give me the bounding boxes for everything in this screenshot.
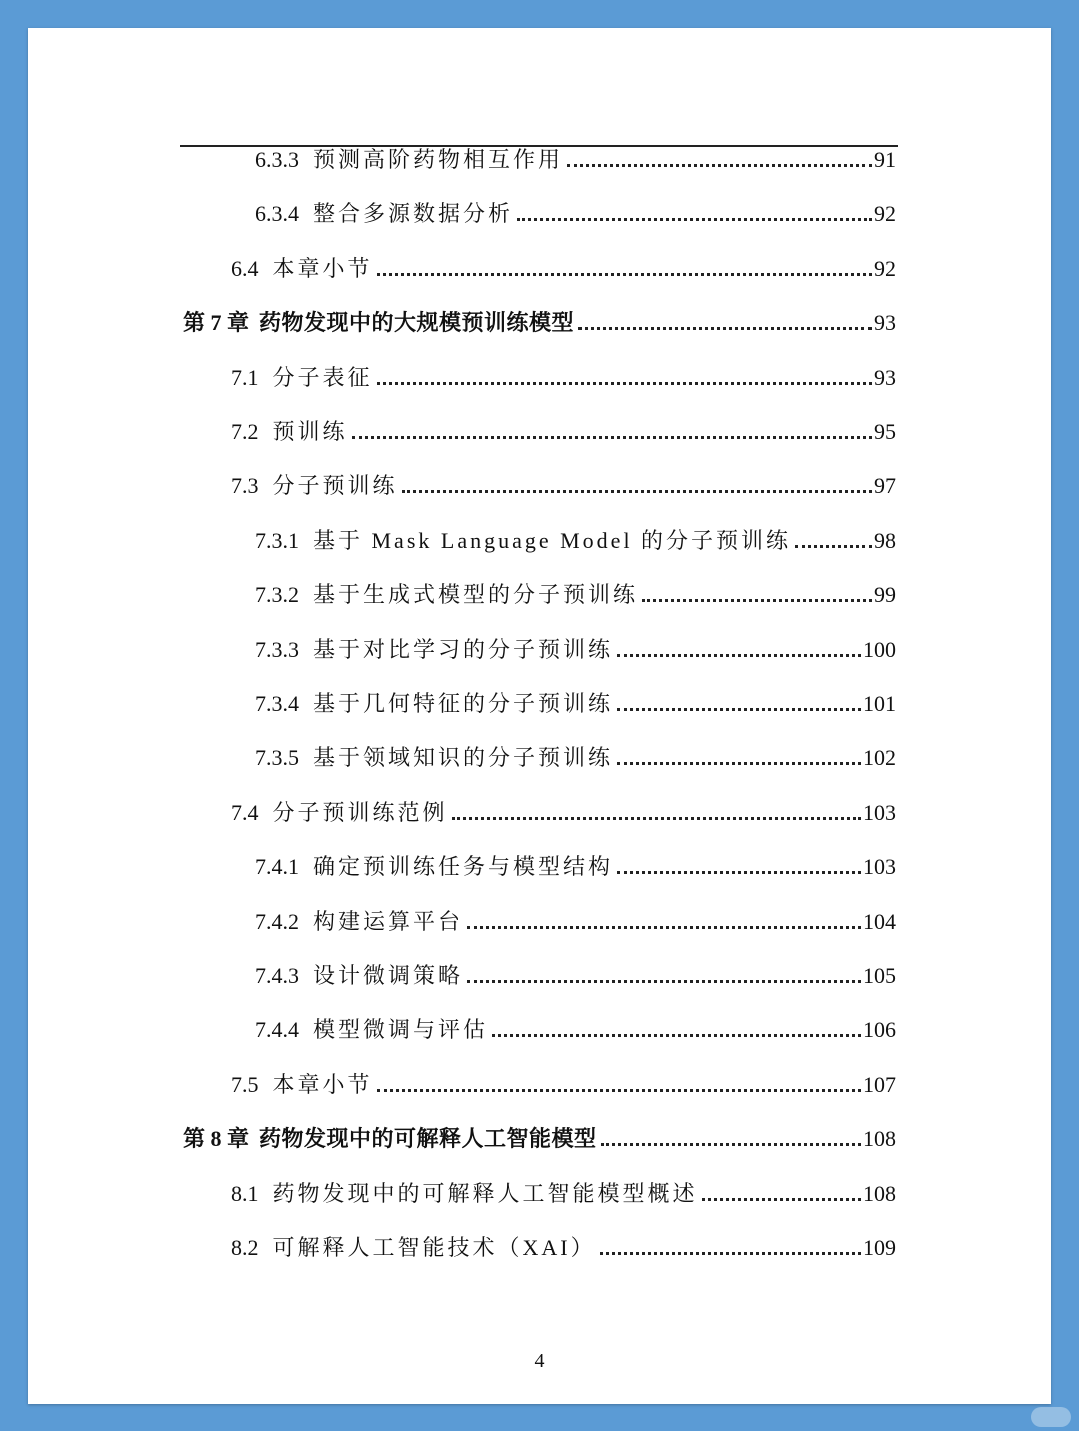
toc-entry-page: 93 <box>874 310 896 336</box>
toc-entry-title: 分子预训练 <box>272 473 398 499</box>
toc-entry-page: 91 <box>874 147 896 172</box>
toc-entry <box>255 525 896 557</box>
toc-entry-number: 第 8 章 <box>183 1126 250 1152</box>
toc-entry-number: 7.3.3 <box>255 636 299 662</box>
toc-entry <box>255 198 896 230</box>
toc-entry-page: 95 <box>874 419 896 444</box>
toc-entry-number: 7.2 <box>231 419 259 444</box>
dot-leader <box>617 654 861 657</box>
toc-entry-page: 92 <box>874 255 896 281</box>
toc-entry-title: 基于生成式模型的分子预训练 <box>313 582 639 608</box>
dot-leader <box>452 817 861 820</box>
page-number: 4 <box>534 1350 545 1372</box>
toc-entry-title: 本章小节 <box>272 1071 373 1097</box>
toc-entry <box>231 362 896 394</box>
toc-entry-number: 6.4 <box>231 255 259 281</box>
dot-leader <box>402 490 872 493</box>
toc-entry-number: 6.3.3 <box>255 147 299 172</box>
toc-entry-title: 基于领域知识的分子预训练 <box>313 745 614 771</box>
dot-leader <box>601 1143 861 1146</box>
toc-entry-number: 7.1 <box>231 364 259 390</box>
toc-entry-page: 102 <box>863 745 896 771</box>
toc-entry <box>255 906 896 938</box>
toc-chapter-entry <box>183 307 896 339</box>
toc-entry <box>255 1014 896 1046</box>
toc-entry-page: 109 <box>863 1235 896 1260</box>
toc-entry-number: 7.5 <box>231 1071 259 1097</box>
dot-leader <box>795 545 872 548</box>
dot-leader <box>467 926 861 929</box>
toc-entry-title: 本章小节 <box>272 255 373 281</box>
toc-entry <box>255 742 896 774</box>
toc-entry <box>255 579 896 611</box>
toc-entry-number: 7.4.2 <box>255 908 299 934</box>
dot-leader <box>377 1089 861 1092</box>
toc-entry-title: 确定预训练任务与模型结构 <box>313 854 614 880</box>
toc-entry-title: 预训练 <box>272 419 348 444</box>
toc-entry-title: 基于几何特征的分子预训练 <box>313 691 614 716</box>
toc-entry-title: 整合多源数据分析 <box>313 201 514 227</box>
toc-entry-title: 分子预训练范例 <box>272 799 448 825</box>
toc-entry <box>231 253 896 285</box>
dot-leader <box>517 218 872 221</box>
toc-entry <box>255 688 896 720</box>
toc-entry <box>231 416 896 448</box>
toc-entry-page: 104 <box>863 908 896 934</box>
toc-entry-number: 8.2 <box>231 1235 259 1260</box>
dot-leader <box>578 327 872 330</box>
dot-leader <box>617 708 861 711</box>
toc-entry <box>255 851 896 883</box>
toc-entry <box>231 1178 896 1210</box>
dot-leader <box>492 1034 861 1037</box>
toc-entry-number: 7.3.2 <box>255 582 299 608</box>
dot-leader <box>352 436 872 439</box>
toc-entry-number: 7.3.5 <box>255 745 299 771</box>
toc-entry-title: 模型微调与评估 <box>313 1017 489 1043</box>
toc-entry-title: 基于 Mask Language Model 的分子预训练 <box>313 527 792 553</box>
dot-leader <box>377 382 872 385</box>
dot-leader <box>617 871 861 874</box>
toc-entry-number: 第 7 章 <box>183 310 250 336</box>
toc-entry-title: 设计微调策略 <box>313 963 464 988</box>
dot-leader <box>617 762 861 765</box>
toc-entry-page: 103 <box>863 799 896 825</box>
toc-entry-number: 7.3.1 <box>255 527 299 553</box>
toc-entry <box>255 144 896 176</box>
toc-entry-page: 92 <box>874 201 896 227</box>
dot-leader <box>567 164 872 167</box>
toc-entry-page: 101 <box>863 691 896 716</box>
toc-chapter-entry <box>183 1123 896 1155</box>
toc-entry-page: 97 <box>874 473 896 499</box>
toc-entry-page: 108 <box>863 1126 896 1152</box>
toc-entry <box>231 470 896 502</box>
toc-entry-number: 6.3.4 <box>255 201 299 227</box>
toc-entry-page: 103 <box>863 854 896 880</box>
dot-leader <box>642 599 872 602</box>
toc-entry-number: 7.4 <box>231 799 259 825</box>
toc-entry-page: 93 <box>874 364 896 390</box>
toc-entry-number: 7.4.3 <box>255 963 299 988</box>
toc-entry-title: 基于对比学习的分子预训练 <box>313 636 614 662</box>
toc-entry-number: 7.4.1 <box>255 854 299 880</box>
toc-entry-title: 构建运算平台 <box>313 908 464 934</box>
dot-leader <box>702 1198 861 1201</box>
toc-entry-page: 106 <box>863 1017 896 1043</box>
toc-entry-number: 7.3 <box>231 473 259 499</box>
toc-entry-page: 107 <box>863 1071 896 1097</box>
dot-leader <box>600 1252 861 1255</box>
toc-entry-title: 预测高阶药物相互作用 <box>313 147 564 172</box>
watermark <box>1031 1407 1071 1427</box>
toc-entry <box>231 1232 896 1264</box>
toc-entry-number: 7.3.4 <box>255 691 299 716</box>
toc-entry-number: 7.4.4 <box>255 1017 299 1043</box>
toc-entry-page: 98 <box>874 527 896 553</box>
toc-entry-title: 药物发现中的可解释人工智能模型 <box>259 1126 597 1152</box>
toc-entry <box>255 960 896 992</box>
toc-entry-number: 8.1 <box>231 1180 259 1206</box>
toc-entry-title: 分子表征 <box>272 364 373 390</box>
toc-entry <box>231 797 896 829</box>
toc-entry-title: 可解释人工智能技术（XAI） <box>272 1235 596 1260</box>
toc-entry-page: 100 <box>863 636 896 662</box>
toc-entry-title: 药物发现中的可解释人工智能模型概述 <box>272 1180 698 1206</box>
document-page <box>28 28 1051 1404</box>
toc-entry-page: 99 <box>874 582 896 608</box>
toc-entry <box>255 634 896 666</box>
toc-entry-title: 药物发现中的大规模预训练模型 <box>259 310 575 336</box>
toc-entry-page: 108 <box>863 1180 896 1206</box>
dot-leader <box>467 980 861 983</box>
toc-entry <box>231 1069 896 1101</box>
toc-entry-page: 105 <box>863 963 896 988</box>
dot-leader <box>377 273 872 276</box>
